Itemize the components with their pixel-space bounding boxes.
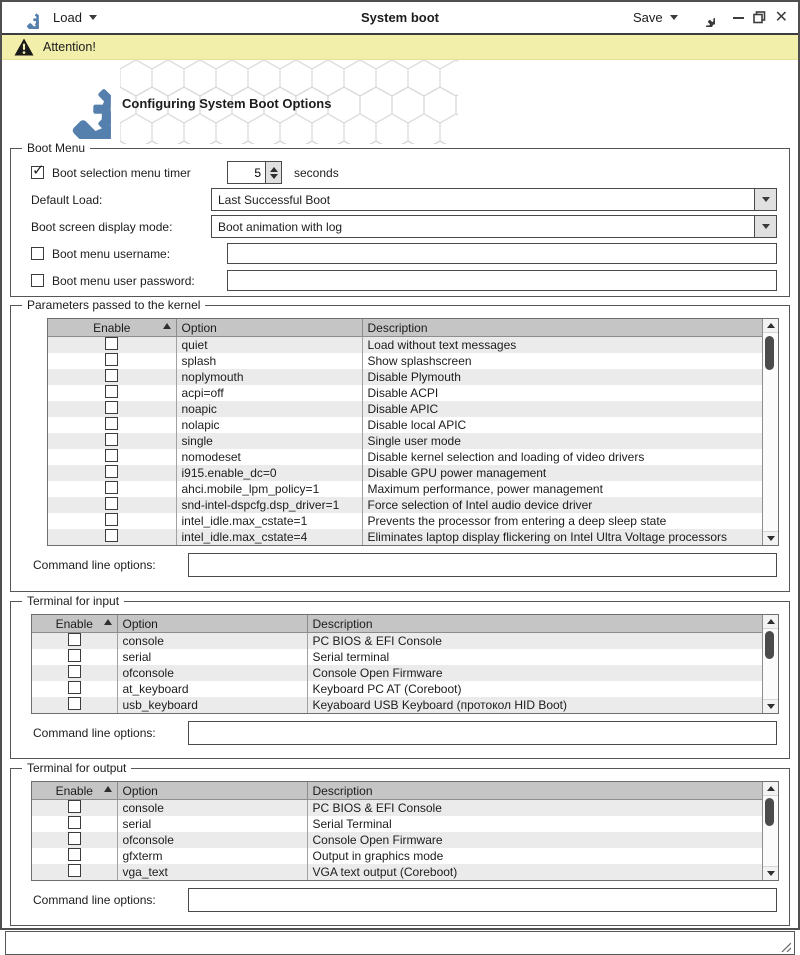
- option-cell: nomodeset: [176, 449, 362, 465]
- scroll-up-icon: [767, 786, 775, 791]
- window-title: System boot: [360, 10, 439, 25]
- enable-checkbox[interactable]: [105, 513, 118, 526]
- boot-timer-unit: seconds: [294, 165, 339, 180]
- option-cell: usb_keyboard: [117, 697, 307, 713]
- description-cell: Disable Plymouth: [362, 369, 763, 385]
- table-row[interactable]: [48, 513, 763, 529]
- maximize-button[interactable]: [753, 11, 766, 24]
- description-cell: PC BIOS & EFI Console: [307, 633, 763, 650]
- sort-ascending-icon: [104, 786, 112, 792]
- scroll-up-icon: [767, 619, 775, 624]
- kernel-cmdline-row: [23, 553, 777, 577]
- password-row: [31, 267, 777, 294]
- boot-timer-row: [31, 159, 777, 186]
- scrollbar-thumb[interactable]: [765, 336, 774, 370]
- terminal-output-group: [10, 761, 790, 926]
- enable-checkbox[interactable]: [68, 848, 81, 861]
- kernel-params-table: [47, 318, 779, 546]
- load-menu-button[interactable]: [53, 10, 97, 25]
- default-load-label: Default Load:: [31, 192, 103, 207]
- cmdline-label: Command line options:: [33, 893, 156, 907]
- table-row[interactable]: [48, 529, 763, 545]
- username-checkbox[interactable]: [31, 247, 44, 260]
- scroll-up-button[interactable]: [763, 319, 778, 333]
- enable-checkbox[interactable]: [105, 417, 118, 430]
- table-row[interactable]: [32, 848, 763, 864]
- default-load-value: Last Successful Boot: [218, 192, 331, 207]
- option-cell: noapic: [176, 401, 362, 417]
- spin-down-icon[interactable]: [270, 174, 278, 179]
- column-header-description[interactable]: Description: [307, 615, 763, 633]
- description-cell: Disable ACPI: [362, 385, 763, 401]
- description-cell: Force selection of Intel audio device driver: [362, 497, 763, 513]
- enable-checkbox[interactable]: [105, 497, 118, 510]
- enable-checkbox[interactable]: [68, 649, 81, 662]
- table-row[interactable]: [48, 417, 763, 433]
- table-header-row: [32, 782, 763, 800]
- table-row[interactable]: [32, 649, 763, 665]
- spin-up-icon[interactable]: [270, 167, 278, 172]
- default-load-row: [31, 186, 777, 213]
- vertical-scrollbar[interactable]: [762, 319, 778, 545]
- table-row[interactable]: [32, 816, 763, 832]
- column-header-description[interactable]: Description: [307, 782, 763, 800]
- column-header-option[interactable]: Option: [117, 615, 307, 633]
- banner: [2, 60, 798, 144]
- table-row[interactable]: [32, 633, 763, 650]
- warning-icon: [14, 38, 34, 56]
- description-cell: Single user mode: [362, 433, 763, 449]
- table-row[interactable]: [48, 449, 763, 465]
- app-gears-icon: [12, 6, 39, 29]
- kernel-params-group: [10, 298, 790, 592]
- scroll-down-icon: [767, 871, 775, 876]
- enable-checkbox[interactable]: [105, 353, 118, 366]
- scrollbar-thumb[interactable]: [765, 631, 774, 659]
- spinner-buttons[interactable]: [265, 162, 281, 183]
- boot-menu-legend: Boot Menu: [22, 141, 90, 155]
- column-header-enable[interactable]: Enable: [32, 615, 117, 633]
- column-header-enable[interactable]: Enable: [48, 319, 176, 337]
- enable-checkbox[interactable]: [68, 832, 81, 845]
- vertical-scrollbar[interactable]: [762, 782, 778, 880]
- enable-checkbox[interactable]: [105, 481, 118, 494]
- boot-timer-label: Boot selection menu timer: [52, 165, 191, 180]
- enable-checkbox[interactable]: [105, 465, 118, 478]
- kernel-params-legend: Parameters passed to the kernel: [22, 298, 205, 312]
- username-input[interactable]: [227, 243, 777, 264]
- column-header-option[interactable]: Option: [117, 782, 307, 800]
- table-row[interactable]: [48, 385, 763, 401]
- terminal-output-table: [31, 781, 779, 881]
- scroll-up-icon: [767, 323, 775, 328]
- cmdline-label: Command line options:: [33, 558, 156, 572]
- description-cell: Maximum performance, power management: [362, 481, 763, 497]
- enable-checkbox[interactable]: [68, 633, 81, 646]
- enable-checkbox[interactable]: [105, 449, 118, 462]
- option-cell: snd-intel-dspcfg.dsp_driver=1: [176, 497, 362, 513]
- table-header-row: [48, 319, 763, 337]
- boot-timer-input[interactable]: [228, 162, 265, 183]
- sort-ascending-icon: [104, 619, 112, 625]
- option-cell: serial: [117, 816, 307, 832]
- description-cell: Eliminates laptop display flickering on Intel Ultra Voltage processors: [362, 529, 763, 545]
- description-cell: Console Open Firmware: [307, 832, 763, 848]
- terminal-input-table: [31, 614, 779, 714]
- option-cell: acpi=off: [176, 385, 362, 401]
- scroll-down-button[interactable]: [763, 866, 778, 880]
- description-cell: Console Open Firmware: [307, 665, 763, 681]
- option-cell: intel_idle.max_cstate=4: [176, 529, 362, 545]
- enable-checkbox[interactable]: [68, 665, 81, 678]
- password-input[interactable]: [227, 270, 777, 291]
- dropdown-button[interactable]: [754, 189, 776, 210]
- load-menu-label: Load: [53, 10, 82, 25]
- table-row[interactable]: [32, 697, 763, 713]
- terminal-input-cmdline-input[interactable]: [188, 721, 777, 745]
- attention-label: Attention!: [43, 40, 96, 54]
- display-mode-label: Boot screen display mode:: [31, 219, 173, 234]
- option-cell: single: [176, 433, 362, 449]
- terminal-output-cmdline-input[interactable]: [188, 888, 777, 912]
- kernel-cmdline-input[interactable]: [188, 553, 777, 577]
- description-cell: Keyboard PC AT (Coreboot): [307, 681, 763, 697]
- table-row[interactable]: [48, 465, 763, 481]
- scrollbar-thumb[interactable]: [765, 798, 774, 826]
- description-cell: Output in graphics mode: [307, 848, 763, 864]
- option-cell: i915.enable_dc=0: [176, 465, 362, 481]
- column-header-enable[interactable]: Enable: [32, 782, 117, 800]
- terminal-input-group: [10, 594, 790, 759]
- description-cell: Keyaboard USB Keyboard (протокол HID Boot): [307, 697, 763, 713]
- chevron-down-icon: [89, 15, 97, 20]
- username-row: [31, 240, 777, 267]
- enable-checkbox[interactable]: [68, 697, 81, 710]
- option-cell: console: [117, 800, 307, 817]
- option-cell: quiet: [176, 337, 362, 354]
- table-row[interactable]: [48, 497, 763, 513]
- terminal-input-cmdline-row: [23, 721, 777, 745]
- option-cell: splash: [176, 353, 362, 369]
- table-row[interactable]: [48, 433, 763, 449]
- table-row[interactable]: [32, 681, 763, 697]
- description-cell: Load without text messages: [362, 337, 763, 354]
- table-header-row: [32, 615, 763, 633]
- vertical-scrollbar[interactable]: [762, 615, 778, 713]
- display-mode-row: [31, 213, 777, 240]
- enable-checkbox[interactable]: [105, 369, 118, 382]
- column-header-option[interactable]: Option: [176, 319, 362, 337]
- close-button[interactable]: ✕: [774, 8, 788, 26]
- save-menu-label: Save: [632, 10, 663, 25]
- description-cell: Serial terminal: [307, 649, 763, 665]
- gears-logo-icon: [24, 65, 112, 139]
- enable-checkbox[interactable]: [105, 433, 118, 446]
- display-mode-combobox[interactable]: [211, 215, 777, 238]
- default-load-combobox[interactable]: [211, 188, 777, 211]
- banner-title: Configuring System Boot Options: [122, 96, 332, 111]
- description-cell: Show splashscreen: [362, 353, 763, 369]
- option-cell: vga_text: [117, 864, 307, 880]
- scroll-down-button[interactable]: [763, 531, 778, 545]
- option-cell: at_keyboard: [117, 681, 307, 697]
- table-row[interactable]: [48, 369, 763, 385]
- table-row[interactable]: [32, 800, 763, 817]
- status-bar: [5, 931, 795, 955]
- enable-checkbox[interactable]: [105, 385, 118, 398]
- chevron-down-icon: [762, 197, 770, 202]
- display-mode-value: Boot animation with log: [218, 219, 343, 234]
- enable-checkbox[interactable]: [68, 800, 81, 813]
- description-cell: Disable APIC: [362, 401, 763, 417]
- enable-checkbox[interactable]: [68, 864, 81, 877]
- description-cell: Serial Terminal: [307, 816, 763, 832]
- description-cell: Disable GPU power management: [362, 465, 763, 481]
- terminal-output-cmdline-row: [23, 888, 777, 912]
- description-cell: Disable kernel selection and loading of video drivers: [362, 449, 763, 465]
- table-row[interactable]: [48, 353, 763, 369]
- boot-menu-group: [10, 141, 790, 297]
- description-cell: Disable local APIC: [362, 417, 763, 433]
- scroll-up-button[interactable]: [763, 615, 778, 629]
- minimize-button[interactable]: [733, 13, 744, 23]
- enable-checkbox[interactable]: [105, 401, 118, 414]
- sort-ascending-icon: [163, 323, 171, 329]
- resize-grip[interactable]: [780, 941, 791, 952]
- option-cell: serial: [117, 649, 307, 665]
- save-menu-button[interactable]: [633, 10, 678, 25]
- option-cell: console: [117, 633, 307, 650]
- title-bar: [2, 2, 798, 35]
- scroll-down-button[interactable]: [763, 699, 778, 713]
- scroll-down-icon: [767, 704, 775, 709]
- option-cell: intel_idle.max_cstate=1: [176, 513, 362, 529]
- username-label: Boot menu username:: [52, 246, 171, 261]
- option-cell: ofconsole: [117, 665, 307, 681]
- password-checkbox[interactable]: [31, 274, 44, 287]
- cmdline-label: Command line options:: [33, 726, 156, 740]
- terminal-output-legend: Terminal for output: [22, 761, 131, 775]
- table-row[interactable]: [32, 665, 763, 681]
- chevron-down-icon: [762, 224, 770, 229]
- dropdown-button[interactable]: [754, 216, 776, 237]
- description-cell: VGA text output (Coreboot): [307, 864, 763, 880]
- description-cell: PC BIOS & EFI Console: [307, 800, 763, 817]
- table-row[interactable]: [32, 864, 763, 880]
- boot-timer-spinner: [227, 161, 282, 184]
- enable-checkbox[interactable]: [68, 681, 81, 694]
- attention-bar: [2, 35, 798, 60]
- password-label: Boot menu user password:: [52, 273, 195, 288]
- table-row[interactable]: [48, 337, 763, 354]
- option-cell: noplymouth: [176, 369, 362, 385]
- enable-checkbox[interactable]: [105, 337, 118, 350]
- enable-checkbox[interactable]: [105, 529, 118, 542]
- option-cell: gfxterm: [117, 848, 307, 864]
- option-cell: nolapic: [176, 417, 362, 433]
- enable-checkbox[interactable]: [68, 816, 81, 829]
- option-cell: ahci.mobile_lpm_policy=1: [176, 481, 362, 497]
- table-row[interactable]: [48, 481, 763, 497]
- table-row[interactable]: [48, 401, 763, 417]
- description-cell: Prevents the processor from entering a deep sleep state: [362, 513, 763, 529]
- table-row[interactable]: [32, 832, 763, 848]
- scroll-up-button[interactable]: [763, 782, 778, 796]
- terminal-input-legend: Terminal for input: [22, 594, 124, 608]
- scroll-down-icon: [767, 536, 775, 541]
- boot-timer-checkbox[interactable]: [31, 166, 44, 179]
- option-cell: ofconsole: [117, 832, 307, 848]
- column-header-description[interactable]: Description: [362, 319, 763, 337]
- chevron-down-icon: [670, 15, 678, 20]
- settings-gear-icon[interactable]: [696, 8, 715, 27]
